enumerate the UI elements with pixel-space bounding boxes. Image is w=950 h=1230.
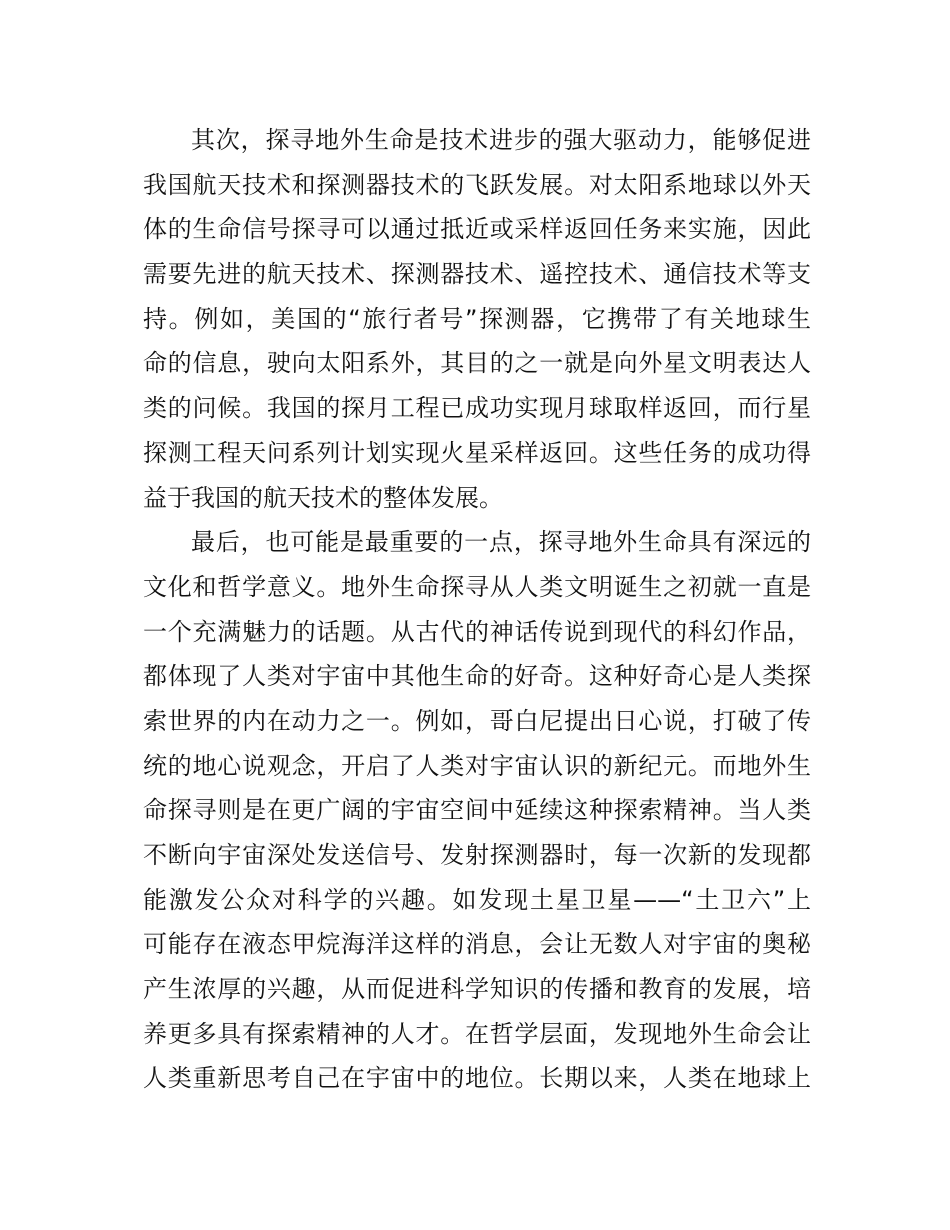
text-line: 最后，也可能是最重要的一点，探寻地外生命具有深远的 [191,528,811,557]
text-line: 益于我国的航天技术的整体发展。 [143,483,503,512]
text-line: 能激发公众对科学的兴趣。如发现土星卫星——“土卫六”上 [143,885,811,914]
document-page [143,118,811,1101]
text-line: 类的问候。我国的探月工程已成功实现月球取样返回，而行星 [143,394,811,423]
text-line: 我国航天技术和探测器技术的飞跃发展。对太阳系地球以外天 [143,170,811,199]
text-line: 命探寻则是在更广阔的宇宙空间中延续这种探索精神。当人类 [143,796,811,825]
text-line: 一个充满魅力的话题。从古代的神话传说到现代的科幻作品， [143,617,811,646]
text-line: 人类重新思考自己在宇宙中的地位。长期以来，人类在地球上 [143,1064,811,1093]
text-line: 文化和哲学意义。地外生命探寻从人类文明诞生之初就一直是 [143,572,811,601]
text-line: 都体现了人类对宇宙中其他生命的好奇。这种好奇心是人类探 [143,662,811,691]
text-line: 可能存在液态甲烷海洋这样的消息，会让无数人对宇宙的奥秘 [143,930,811,959]
text-line: 养更多具有探索精神的人才。在哲学层面，发现地外生命会让 [143,1019,811,1048]
text-line: 命的信息，驶向太阳系外，其目的之一就是向外星文明表达人 [143,349,811,378]
text-line: 其次，探寻地外生命是技术进步的强大驱动力，能够促进 [191,126,811,154]
text-line: 不断向宇宙深处发送信号、发射探测器时，每一次新的发现都 [143,841,811,869]
paragraph-culture-philosophy [143,520,811,1101]
text-line: 探测工程天问系列计划实现火星采样返回。这些任务的成功得 [143,438,811,467]
text-line: 产生浓厚的兴趣，从而促进科学知识的传播和教育的发展，培 [143,975,811,1004]
text-line: 统的地心说观念，开启了人类对宇宙认识的新纪元。而地外生 [143,751,811,780]
text-line: 需要先进的航天技术、探测器技术、遥控技术、通信技术等支 [143,260,811,289]
paragraph-technology [143,118,811,520]
text-line: 索世界的内在动力之一。例如，哥白尼提出日心说，打破了传 [143,706,811,735]
text-line: 持。例如，美国的“旅行者号”探测器，它携带了有关地球生 [143,304,811,333]
text-line: 体的生命信号探寻可以通过抵近或采样返回任务来实施，因此 [143,215,811,244]
